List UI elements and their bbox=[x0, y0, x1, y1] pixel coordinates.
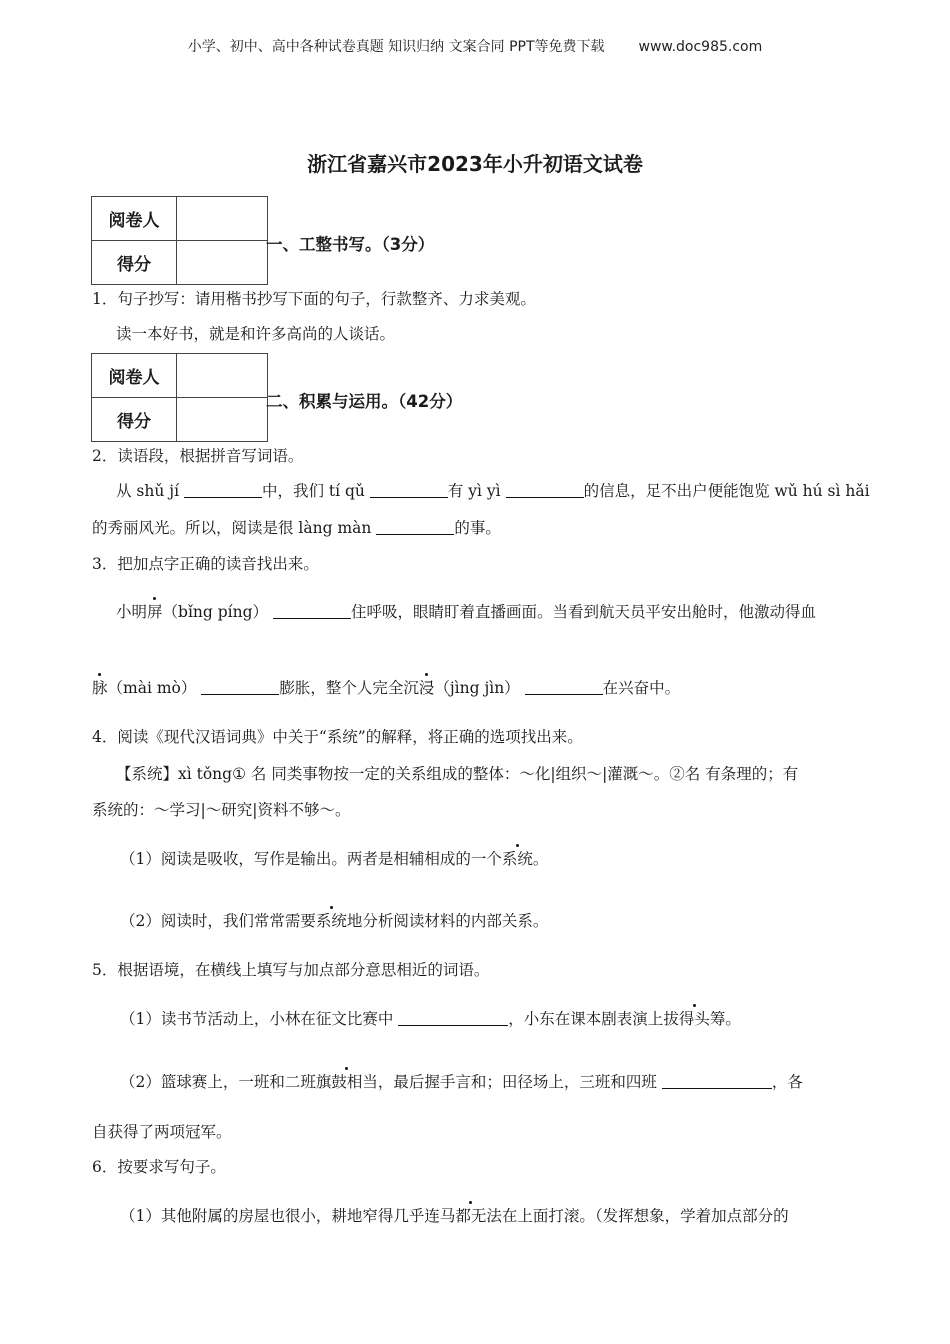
question-line bbox=[116, 479, 870, 501]
text: 的事。 bbox=[454, 519, 501, 537]
text: ，各 bbox=[771, 1073, 803, 1091]
pinyin-options: （mài mò） bbox=[107, 679, 197, 697]
text: （1）其他附属的房屋也很小，耕地 bbox=[120, 1207, 363, 1225]
dotted-word: 窄得几乎连马都无法在上面打滚 bbox=[362, 1204, 579, 1226]
text: 的信息，足不出户便能饱览 wǔ hú sì hǎi bbox=[583, 482, 870, 500]
text: （2）阅读时，我们常常需要 bbox=[120, 912, 316, 930]
answer-blank[interactable] bbox=[662, 1072, 772, 1089]
section-heading: 二、积累与运用。（42分） bbox=[266, 392, 463, 411]
answer-blank[interactable] bbox=[273, 602, 351, 619]
text: （1）阅读是吸收，写作是输出。两者是相辅相成的一个 bbox=[120, 850, 502, 868]
score-cell[interactable] bbox=[177, 241, 268, 285]
text: 小明 bbox=[116, 603, 148, 621]
text: （1）读书节活动上，小林在征文比赛中 bbox=[120, 1010, 399, 1028]
answer-blank[interactable] bbox=[201, 678, 279, 695]
answer-blank[interactable] bbox=[370, 481, 448, 498]
dictionary-definition: 系统的：～学习|～研究|资料不够～。 bbox=[92, 801, 351, 819]
text: 。 bbox=[532, 850, 549, 868]
score-label: 得分 bbox=[92, 241, 177, 285]
option-line bbox=[120, 909, 548, 931]
answer-blank[interactable] bbox=[184, 481, 262, 498]
reviewer-cell[interactable] bbox=[177, 354, 268, 398]
question-prompt: 1．句子抄写：请用楷书抄写下面的句子，行款整齐、力求美观。 bbox=[92, 290, 536, 308]
text: ，最后握手言和；田径场上，三班和四班 bbox=[377, 1073, 662, 1091]
text: ，小东在课本剧表演上 bbox=[508, 1010, 664, 1028]
dotted-word: 系统 bbox=[316, 909, 347, 931]
page-title: 浙江省嘉兴市2023年小升初语文试卷 bbox=[307, 152, 643, 176]
question-line bbox=[92, 676, 680, 698]
text: 住呼吸，眼睛盯着直播画面。当看到航天员平安出舱时，他激动得血 bbox=[350, 603, 816, 621]
text: 从 shǔ jí bbox=[116, 482, 184, 500]
text: （2）篮球赛上，一班和二班 bbox=[120, 1073, 316, 1091]
question-line bbox=[92, 516, 501, 538]
text: 地分析阅读材料的内部关系。 bbox=[346, 912, 549, 930]
score-label: 得分 bbox=[92, 398, 177, 442]
dotted-char: 脉 bbox=[92, 676, 108, 698]
dotted-word: 拔得头筹 bbox=[663, 1007, 725, 1029]
question-prompt: 3．把加点字正确的读音找出来。 bbox=[92, 555, 319, 573]
answer-blank[interactable] bbox=[525, 678, 603, 695]
dotted-word: 旗鼓相当 bbox=[316, 1070, 378, 1092]
score-box bbox=[91, 196, 268, 285]
pinyin-options: （jìng jìn） bbox=[434, 679, 520, 697]
text: 中，我们 tí qǔ bbox=[261, 482, 370, 500]
question-line bbox=[120, 1204, 789, 1226]
answer-blank[interactable] bbox=[376, 518, 454, 535]
question-prompt: 4．阅读《现代汉语词典》中关于“系统”的解释，将正确的选项找出来。 bbox=[92, 728, 583, 746]
question-line bbox=[120, 1007, 741, 1029]
question-prompt: 5．根据语境，在横线上填写与加点部分意思相近的词语。 bbox=[92, 961, 490, 979]
reviewer-label: 阅卷人 bbox=[92, 197, 177, 241]
text: 。 bbox=[725, 1010, 741, 1028]
question-line bbox=[116, 600, 816, 622]
reviewer-label: 阅卷人 bbox=[92, 354, 177, 398]
question-prompt: 6．按要求写句子。 bbox=[92, 1158, 226, 1176]
text: 。（发挥想象，学着加点部分的 bbox=[579, 1207, 789, 1225]
answer-blank[interactable] bbox=[506, 481, 584, 498]
page-header bbox=[0, 36, 950, 56]
option-line bbox=[120, 847, 548, 869]
text: 在兴奋中。 bbox=[602, 679, 681, 697]
answer-blank[interactable] bbox=[398, 1009, 508, 1026]
header-site[interactable]: www.doc985.com bbox=[638, 39, 763, 55]
text: 有 yì yì bbox=[447, 482, 506, 500]
question-line bbox=[120, 1070, 803, 1092]
dotted-char: 屏 bbox=[147, 600, 163, 622]
score-cell[interactable] bbox=[177, 398, 268, 442]
dictionary-definition: 【系统】xì tǒng① 名 同类事物按一定的关系组成的整体：～化|组织～|灌溉～。②名 有条理的；有 bbox=[116, 765, 799, 783]
text: 膨胀，整个人完全沉 bbox=[279, 679, 419, 697]
question-line: 自获得了两项冠军。 bbox=[92, 1123, 232, 1141]
text: 的秀丽风光。所以，阅读是很 làng màn bbox=[92, 519, 377, 537]
header-text: 小学、初中、高中各种试卷真题 知识归纳 文案合同 PPT等免费下载 bbox=[187, 39, 605, 55]
dotted-word: 系统 bbox=[502, 847, 533, 869]
section-heading: 一、工整书写。（3分） bbox=[266, 235, 435, 254]
score-box bbox=[91, 353, 268, 442]
pinyin-options: （bǐng píng） bbox=[162, 603, 269, 621]
reviewer-cell[interactable] bbox=[177, 197, 268, 241]
copy-sentence: 读一本好书，就是和许多高尚的人谈话。 bbox=[116, 325, 396, 343]
dotted-char: 浸 bbox=[419, 676, 435, 698]
question-prompt: 2．读语段，根据拼音写词语。 bbox=[92, 447, 304, 465]
